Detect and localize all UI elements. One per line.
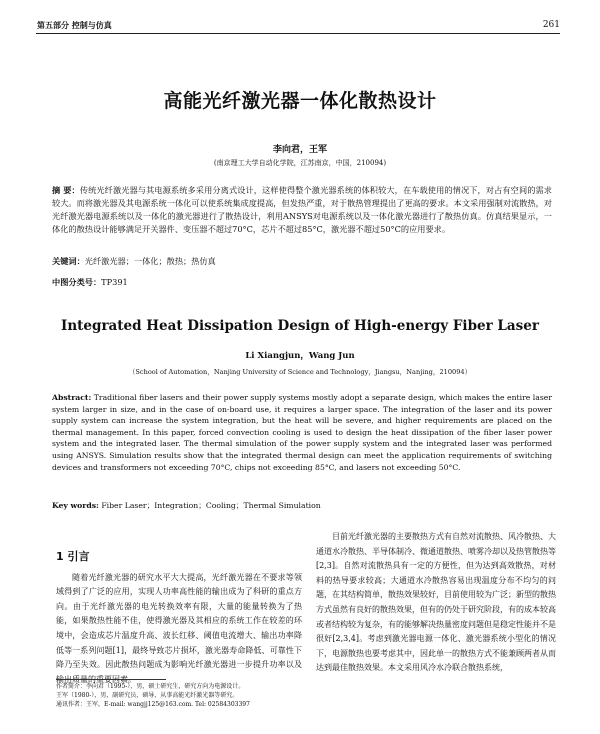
keywords-chinese-label: 关键词： xyxy=(52,256,85,266)
footnote-line-3: 通讯作者：王军，E-mail: wangjj125@163.com. Tel: 02584303397 xyxy=(56,701,250,708)
column-left xyxy=(56,550,302,687)
keywords-chinese-text: 光纤激光器；一体化；散热；热仿真 xyxy=(84,256,216,266)
abstract-english-label: Abstract: xyxy=(52,393,92,402)
header-rule xyxy=(36,33,560,34)
section-heading-introduction: 1 引言 xyxy=(56,550,90,563)
affiliation-chinese: (南京理工大学自动化学院，江苏南京，中国，210094) xyxy=(213,159,387,167)
title-chinese: 高能光纤激光器一体化散热设计 xyxy=(163,90,437,112)
abstract-chinese-label: 摘 要： xyxy=(52,185,80,195)
affiliation-english: （School of Automation，Nanjing University of Science and Technology，Jiangsu，Nanjing，210094） xyxy=(128,368,472,376)
classification-value: TP391 xyxy=(101,277,128,287)
abstract-english xyxy=(52,392,552,473)
footnote-line-2: 王军（1980-），男，副研究员，硕导，从事高能光纤激光器等研究。 xyxy=(56,692,239,699)
footnote xyxy=(56,682,306,709)
classification-code xyxy=(52,277,552,288)
authors-chinese: 李向君，王军 xyxy=(272,145,327,155)
abstract-chinese-text: 传统光纤激光器与其电源系统多采用分离式设计，这样使得整个激光器系统的体积较大，在车载使用的情况下，对占有空间的需求较大。而将激光器及其电源系统一体化可以使系统集成度提高，但发热严重，对于散热管理提出了更高的要求。本文采用强制对流散热，对光纤激光器电源系统以及一体化的激光器进行了散热设计，利用ANSYS对电源系统以及一体化激光器进行了散热仿真。仿真结果显示，一体化的散热设计能够满足开关器件、变压器不超过70°C，芯片不超过85°C，激光器不超过50°C的应用要求。 xyxy=(52,185,552,234)
keywords-english-text: Fiber Laser；Integration；Cooling；Thermal Simulation xyxy=(101,501,321,510)
intro-paragraph-left: 随着光纤激光器的研究水平大大提高，光纤激光器在不要求等领域得到了广泛的应用，实现人功率高性能的输出成为了科研的重点方向。由于光纤激光器的电光转换效率有限，大量的能量转换为了热能，如果散热性能不佳，使得激光器及其相应的系统工作在较差的环境中，会造成芯片温度升高、波长红移、阈值电流增大、输出功率降低等一系列问题[1]，最终导致芯片损坏，激光器寿命降低、可靠性下降乃至失效。因此散热问题成为影响光纤激光器进一步提升功率以及输出质量的重要因素。 xyxy=(56,572,302,684)
keywords-chinese xyxy=(52,256,552,267)
abstract-english-text: Traditional fiber lasers and their power supply systems mostly adopt a separate design, which makes the entire laser system larger in size, and in the case of on-board use, it requires a larger space. The integration of the laser and its power supply system can increase the system integration, but the heat will be severe, and higher requirements are placed on the thermal management. In this paper, forced convection cooling is used to design the heat dissipation of the fiber laser power system and the integrated laser. The thermal simulation of the power supply system and the integrated laser was performed using ANSYS. Simulation results show that the integrated thermal design can meet the application requirements of switching devices and transformers not exceeding 70°C, chips not exceeding 85°C, and lasers not exceeding 50°C. xyxy=(52,393,552,472)
intro-paragraph-right: 目前光纤激光器的主要散热方式有自然对流散热、风冷散热、大通道水冷散热、半导体制冷、微通道散热、喷雾冷却以及热管散热等[2,3]。自然对流散热具有一定的方便性，但为达到高效散热，对材料的热导要求较高；大通道水冷散热容易出现温度分布不均匀的问题，在其结构简单，散热效果较好，目前使用较为广泛；新型的散热方式虽然有良好的散热效果，但有的仍处于研究阶段，有的成本较高或者结构较为复杂，有的能够解决热量密度问题但是稳定性能并不是很好[2,3,4]。考虑到激光器电源一体化、激光器系统小型化的情况下，电源散热也要考虑其中，因此单一的散热方式不能兼顾两者从而达到最佳散热效果。本文采用风冷水冷联合散热系统， xyxy=(316,532,556,673)
keywords-english xyxy=(52,500,552,511)
keywords-english-label: Key words: xyxy=(52,501,99,510)
footnote-rule xyxy=(56,679,166,680)
title-english: Integrated Heat Dissipation Design of High-energy Fiber Laser xyxy=(61,318,539,334)
header-section-title: 第五部分 控制与仿真 xyxy=(37,20,112,30)
footnote-line-1: 作者简介：李向君（1995-），男，硕士研究生，研究方向为电源设计。 xyxy=(56,683,245,690)
classification-label: 中图分类号： xyxy=(52,277,102,287)
page-number: 261 xyxy=(542,20,560,30)
running-header xyxy=(37,20,560,34)
abstract-chinese xyxy=(52,184,552,236)
authors-english: Li Xiangjun，Wang Jun xyxy=(245,351,355,361)
column-right xyxy=(316,530,556,676)
